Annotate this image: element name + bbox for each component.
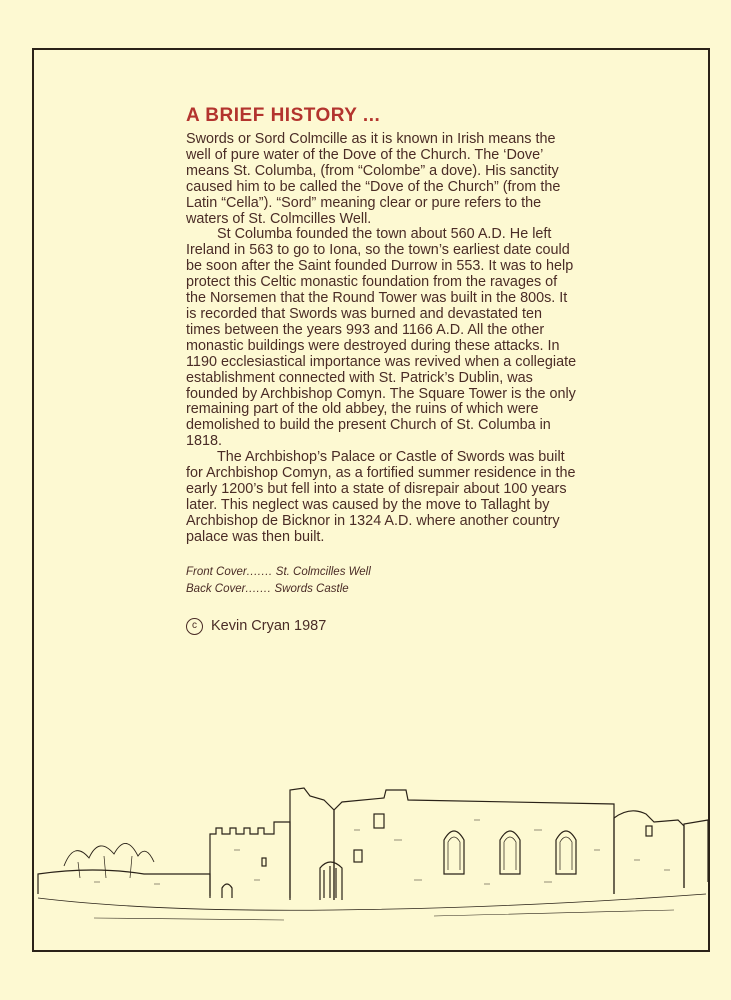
- copyright-text: Kevin Cryan 1987: [211, 618, 327, 635]
- page-title: A BRIEF HISTORY ...: [186, 105, 381, 126]
- credit-value: Swords Castle: [274, 582, 349, 595]
- paragraph-2: St Columba founded the town about 560 A.D. He left Ireland in 563 to go to Iona, so the town’s earliest date could be soon after the Saint founded Durrow in 553. It was to help protect this Celtic monastic foundation from the ravages of the Norsemen that the Round Tower was built in the 800s. It is recorded that Swords was burned and devastated ten times between the years 993 and 1166 A.D. All the other monastic buildings were destroyed during these attacks. In 1190 ecclesiastical importance was revived when a collegiate establishment connected with St. Patrick’s Dublin, was founded by Archbishop Comyn. The Square Tower is the only remaining part of the old abbey, the ruins of which were demolished to build the present Church of St. Columba in 1818.: [186, 226, 577, 450]
- paragraph-1: Swords or Sord Colmcille as it is known in Irish means the well of pure water of the Dove of the Church. The ‘Dove’ means St. Columba, (from “Colombe” a dove). His sanctity caused him to be called the “Dove of the Church” (from the Latin “Cella”). “Sord” meaning clear or pure refers to the waters of St. Colmcilles Well.: [186, 131, 561, 227]
- copyright-icon: c: [186, 618, 203, 635]
- credit-label: Front Cover: [186, 565, 247, 578]
- paragraph-3: The Archbishop’s Palace or Castle of Swords was built for Archbishop Comyn, as a fortified summer residence in the early 1200’s but fell into a state of disrepair about 100 years later. This neglect was caused by the move to Tallaght by Archbishop de Bicknor in 1324 A.D. where another country palace was then built.: [186, 449, 576, 545]
- copyright-line: [186, 618, 578, 635]
- credit-value: St. Colmcilles Well: [275, 565, 371, 578]
- back-cover-credit: [186, 581, 578, 598]
- history-text: [186, 104, 578, 635]
- credit-label: Back Cover: [186, 582, 246, 595]
- castle-illustration: [34, 770, 710, 950]
- front-cover-credit: [186, 564, 578, 581]
- cover-credits: [186, 564, 578, 598]
- credit-dots: .......: [246, 565, 273, 578]
- credit-dots: .......: [245, 582, 272, 595]
